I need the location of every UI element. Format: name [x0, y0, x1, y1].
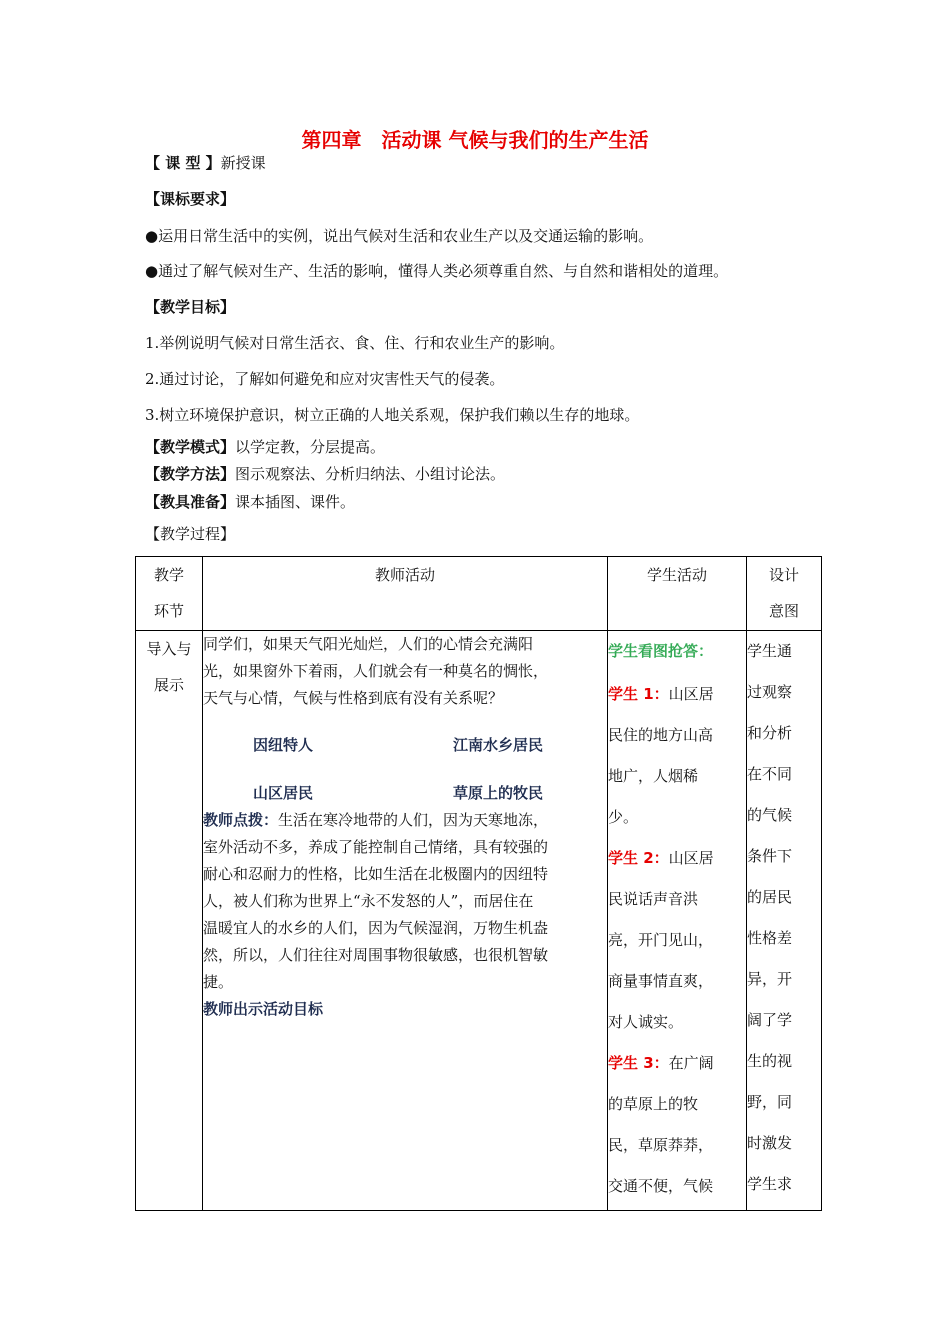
curriculum-item: ●通过了解气候对生产、生活的影响，懂得人类必须尊重自然、与自然和谐相处的道理。 — [145, 262, 729, 280]
picture-caption: 草原上的牧民 — [453, 784, 544, 802]
page-title — [0, 124, 950, 153]
mode-value: 以学定教，分层提高。 — [235, 438, 386, 456]
stage-cell: 导入与 展示 — [136, 631, 203, 1211]
lesson-type-value: 新授课 — [220, 154, 266, 172]
process-table — [135, 556, 822, 1211]
process-heading: 【教学过程】 — [145, 525, 236, 543]
student3-label: 学生 3： — [608, 1054, 669, 1072]
table-header-row — [136, 557, 822, 631]
objective-item: 2.通过讨论，了解如何避免和应对灾害性天气的侵袭。 — [145, 370, 505, 388]
header-design: 设计 意图 — [747, 557, 822, 631]
mode-line — [145, 436, 385, 457]
hint-label: 教师点拨： — [203, 811, 279, 829]
curriculum-heading: 【课标要求】 — [145, 190, 236, 208]
student2-label: 学生 2： — [608, 849, 669, 867]
curriculum-item: ●运用日常生活中的实例，说出气候对生活和农业生产以及交通运输的影响。 — [145, 227, 654, 245]
picture-caption: 因纽特人 — [253, 736, 314, 754]
method-line — [145, 463, 505, 484]
header-stage: 教学 环节 — [136, 557, 203, 631]
tools-line — [145, 491, 355, 512]
student-activity-cell: 学生看图抢答： 学生 1：山区居 民住的地方山高 地广，人烟稀 少。 学生 2：山区居 民说话声音洪 亮，开门见山， 商量事情直爽， 对人诚实。 学生 3：在广阔 的草原上的牧 民，草原莽莽， 交通不便，气候 — [608, 631, 747, 1211]
method-value: 图示观察法、分析归纳法、小组讨论法。 — [235, 465, 506, 483]
picture-captions-row — [203, 780, 607, 807]
student1-label: 学生 1： — [608, 685, 669, 703]
goal-line: 教师出示活动目标 — [203, 1000, 324, 1018]
teacher-activity-cell: 同学们，如果天气阳光灿烂，人们的心情会充满阳 光，如果窗外下着雨，人们就会有一种莫名的惆怅， 天气与心情，气候与性格到底有没有关系呢？ 因纽特人 江南水乡居民 山区居民 草原上的牧民 教师点拨：生活在寒冷地带的人们，因为天寒地冻， 室外活动不多，养成了能控制自己情绪，具有较强的 耐心和忍耐力的性格，比如生活在北极圈内的因纽特 人，被人们称为世界上“永不发怒的人”，而居住在 温暖宜人的水乡的人们，因为气候湿润，万物生机盎 然，所以，人们往往对周围事物很敏感，也很机智敏 捷。 教师出示活动目标 — [203, 631, 608, 1211]
title-chapter: 第四章 — [301, 128, 362, 152]
objective-item: 3.树立环境保护意识，树立正确的人地关系观，保护我们赖以生存的地球。 — [145, 406, 640, 424]
lesson-type-line — [145, 152, 266, 173]
title-text: 活动课 气候与我们的生产生活 — [381, 128, 649, 152]
picture-captions-row — [203, 732, 607, 759]
method-label: 【教学方法】 — [145, 465, 236, 483]
tools-value: 课本插图、课件。 — [235, 493, 356, 511]
teacher-hint: 教师点拨：生活在寒冷地带的人们，因为天寒地冻， — [203, 811, 549, 829]
design-intent-cell: 学生通 过观察 和分析 在不同 的气候 条件下 的居民 性格差 异，开 阔了学 生的视 野，同 时激发 学生求 — [747, 631, 822, 1211]
mode-label: 【教学模式】 — [145, 438, 236, 456]
lesson-type-label: 【 课 型 】 — [145, 154, 221, 172]
picture-caption: 江南水乡居民 — [453, 736, 544, 754]
student-intro: 学生看图抢答： — [608, 642, 714, 660]
table-row — [136, 631, 822, 1211]
header-teacher: 教师活动 — [203, 557, 608, 631]
tools-label: 【教具准备】 — [145, 493, 236, 511]
objectives-heading: 【教学目标】 — [145, 298, 236, 316]
objective-item: 1.举例说明气候对日常生活衣、食、住、行和农业生产的影响。 — [145, 334, 565, 352]
picture-caption: 山区居民 — [253, 784, 314, 802]
header-student: 学生活动 — [608, 557, 747, 631]
